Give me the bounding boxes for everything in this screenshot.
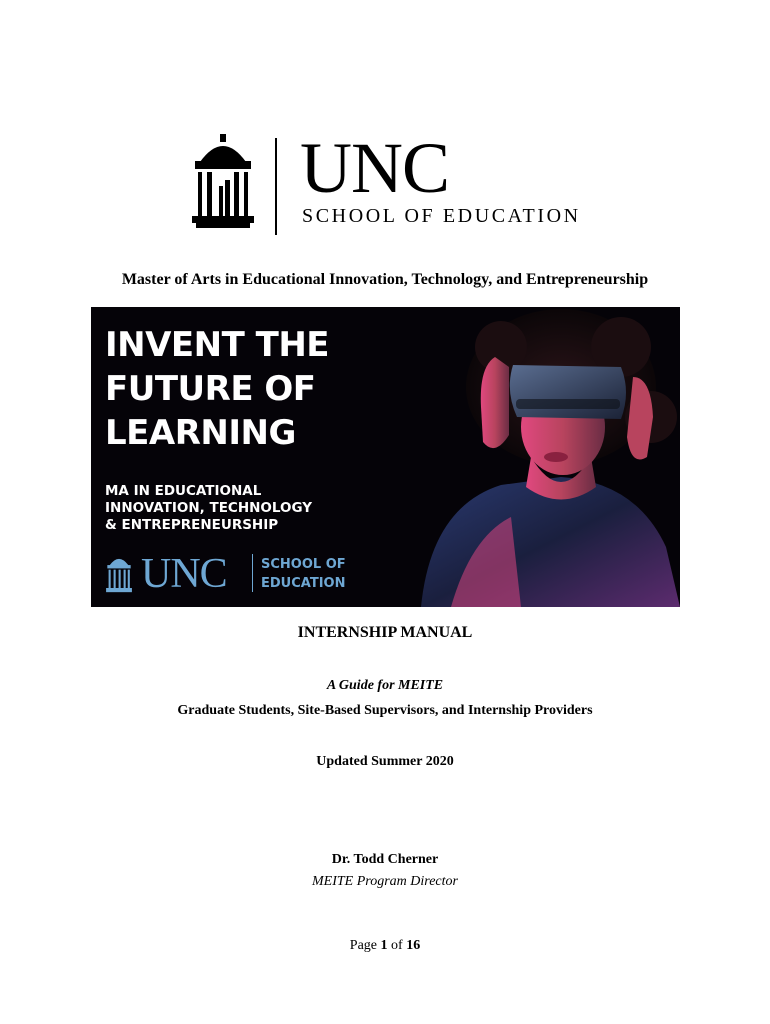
manual-title: INTERNSHIP MANUAL	[297, 624, 473, 641]
page-number	[0, 938, 770, 954]
banner-program-line: MA IN EDUCATIONAL	[105, 483, 262, 499]
banner-logo-school-line: SCHOOL OF	[261, 557, 346, 572]
page-current: 1	[380, 938, 388, 953]
updated-date: Updated Summer 2020	[316, 754, 454, 769]
banner-headline-line: INVENT THE	[105, 325, 330, 365]
program-banner	[91, 307, 680, 607]
banner-logo-school-line: EDUCATION	[261, 576, 346, 591]
author-role: MEITE Program Director	[312, 874, 458, 889]
banner-headline-line: LEARNING	[105, 413, 296, 453]
program-title: Master of Arts in Educational Innovation, Technology, and Entrepreneurship	[121, 271, 649, 288]
author-name: Dr. Todd Cherner	[331, 852, 439, 867]
banner-logo-school	[261, 555, 346, 593]
logo-school-name: SCHOOL OF EDUCATION	[302, 205, 581, 227]
banner-headline-line: FUTURE OF	[105, 369, 316, 409]
banner-headline	[105, 323, 329, 455]
logo-divider	[275, 138, 277, 235]
page-label: Page	[349, 938, 378, 953]
banner-program-line: & ENTREPRENEURSHIP	[105, 517, 279, 533]
guide-title: A Guide for MEITE	[326, 678, 444, 693]
banner-program-name	[105, 483, 312, 534]
page-of-label: of	[391, 938, 403, 953]
audience-line: Graduate Students, Site-Based Supervisors, and Internship Providers	[177, 703, 593, 718]
logo-wordmark: UNC	[300, 128, 450, 208]
banner-logo-divider	[252, 554, 253, 592]
page-total: 16	[406, 938, 421, 953]
old-well-icon	[192, 132, 254, 228]
old-well-icon	[105, 553, 133, 593]
banner-logo-wordmark: UNC	[141, 551, 227, 597]
unc-logo	[192, 128, 592, 236]
banner-unc-logo	[105, 551, 365, 597]
banner-program-line: INNOVATION, TECHNOLOGY	[105, 500, 313, 516]
